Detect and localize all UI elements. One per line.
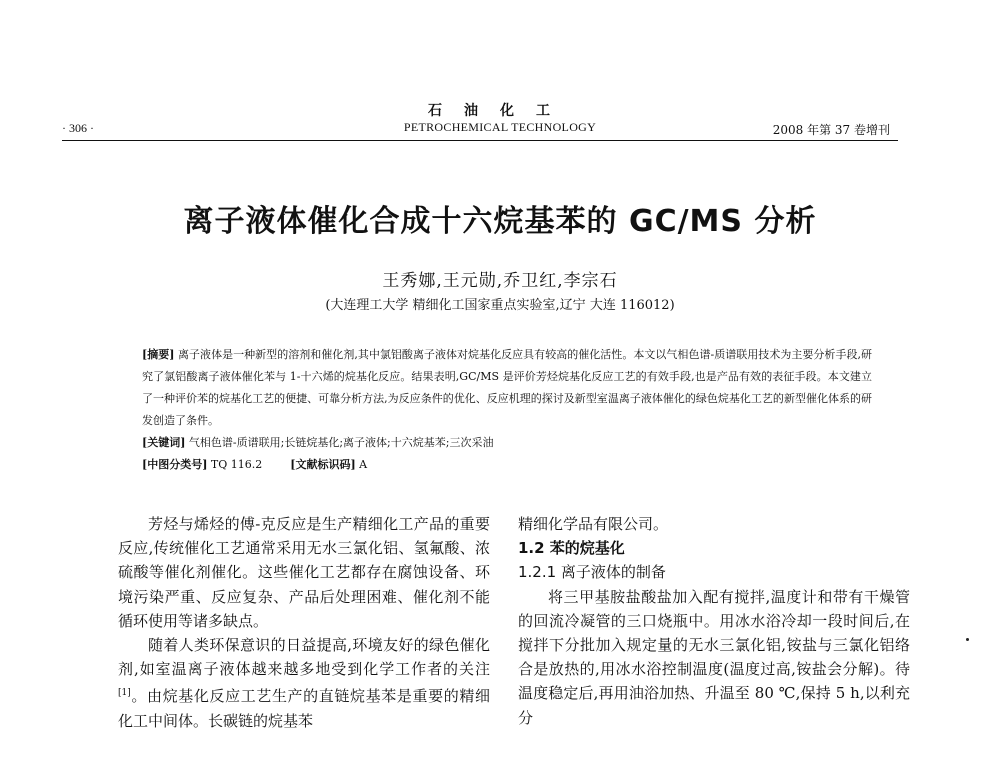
clc-value: TQ 116.2 [210,458,263,471]
abstract-label: [摘要] [142,348,175,361]
journal-title-cn: 石油化工 [428,103,572,119]
body-paragraph: 将三甲基胺盐酸盐加入配有搅拌,温度计和带有干燥管的回流冷凝管的三口烧瓶中。用冰水浴冷却一段时间后,在搅拌下分批加入规定量的无水三氯化铝,铵盐与三氯化铝络合是放热的,用冰水浴控制温度(温度过高,铵盐会分解)。待温度稳定后,再用油浴加热、升温至 80 ℃,保持 5 h,以利充分 [518,587,910,727]
section-heading: 1.2 苯的烷基化 [518,539,625,558]
doc-code-label: [文献标识码] [290,458,356,471]
header-divider [62,140,898,141]
doc-code-value: A [359,458,368,471]
clc-label: [中图分类号] [142,458,208,471]
margin-mark [966,638,969,641]
subsection-heading: 1.2.1 离子液体的制备 [518,563,666,582]
citation-ref: [1] [118,688,131,699]
article-title: 离子液体催化合成十六烷基苯的 GC/MS 分析 [183,204,817,239]
article-affiliation: (大连理工大学 精细化工国家重点实验室,辽宁 大连 116012) [325,298,675,313]
abstract [142,344,872,432]
abstract-text: 离子液体是一种新型的溶剂和催化剂,其中氯铝酸离子液体对烷基化反应具有较高的催化活性。本文以气相色谱-质谱联用技术为主要分析手段,研究了氯铝酸离子液体催化苯与 1-十六烯的烷基化反应。结果表明,GC/MS 是评价芳烃烷基化反应工艺的有效手段,也是产品有效的表征手段。本文建立了一种评价苯的烷基化工艺的便捷、可靠分析方法,为反应条件的优化、反应机理的探讨及新型室温离子液体催化的绿色烷基化工艺的新型催化体系的研发创造了条件。 [142,348,873,427]
keywords [142,434,493,450]
classification [142,456,367,472]
page-number: · 306 · [62,121,94,135]
issue-info: 2008 年第 37 卷增刊 [772,123,890,137]
article-authors: 王秀娜,王元勋,乔卫红,李宗石 [382,271,618,291]
body-line: 精细化学品有限公司。 [518,515,669,533]
keywords-label: [关键词] [142,436,186,449]
body-paragraph: 芳烃与烯烃的傅-克反应是生产精细化工产品的重要反应,传统催化工艺通常采用无水三氯化铝、氢氟酸、浓硫酸等催化剂催化。这些催化工艺都存在腐蚀设备、环境污染严重、反应复杂、产品后处理困难、催化剂不能循环使用等诸多缺点。 [118,515,490,630]
journal-title-en: PETROCHEMICAL TECHNOLOGY [403,120,597,134]
keywords-text: 气相色谱-质谱联用;长链烷基化;离子液体;十六烷基苯;三次采油 [188,436,494,449]
body-right-column [518,512,910,730]
body-left-column [118,512,490,733]
body-paragraph: 随着人类环保意识的日益提高,环境友好的绿色催化剂,如室温离子液体越来越多地受到化学工作者的关注[1]。由烷基化反应工艺生产的直链烷基苯是重要的精细化工中间体。长碳链的烷基苯 [118,636,490,730]
